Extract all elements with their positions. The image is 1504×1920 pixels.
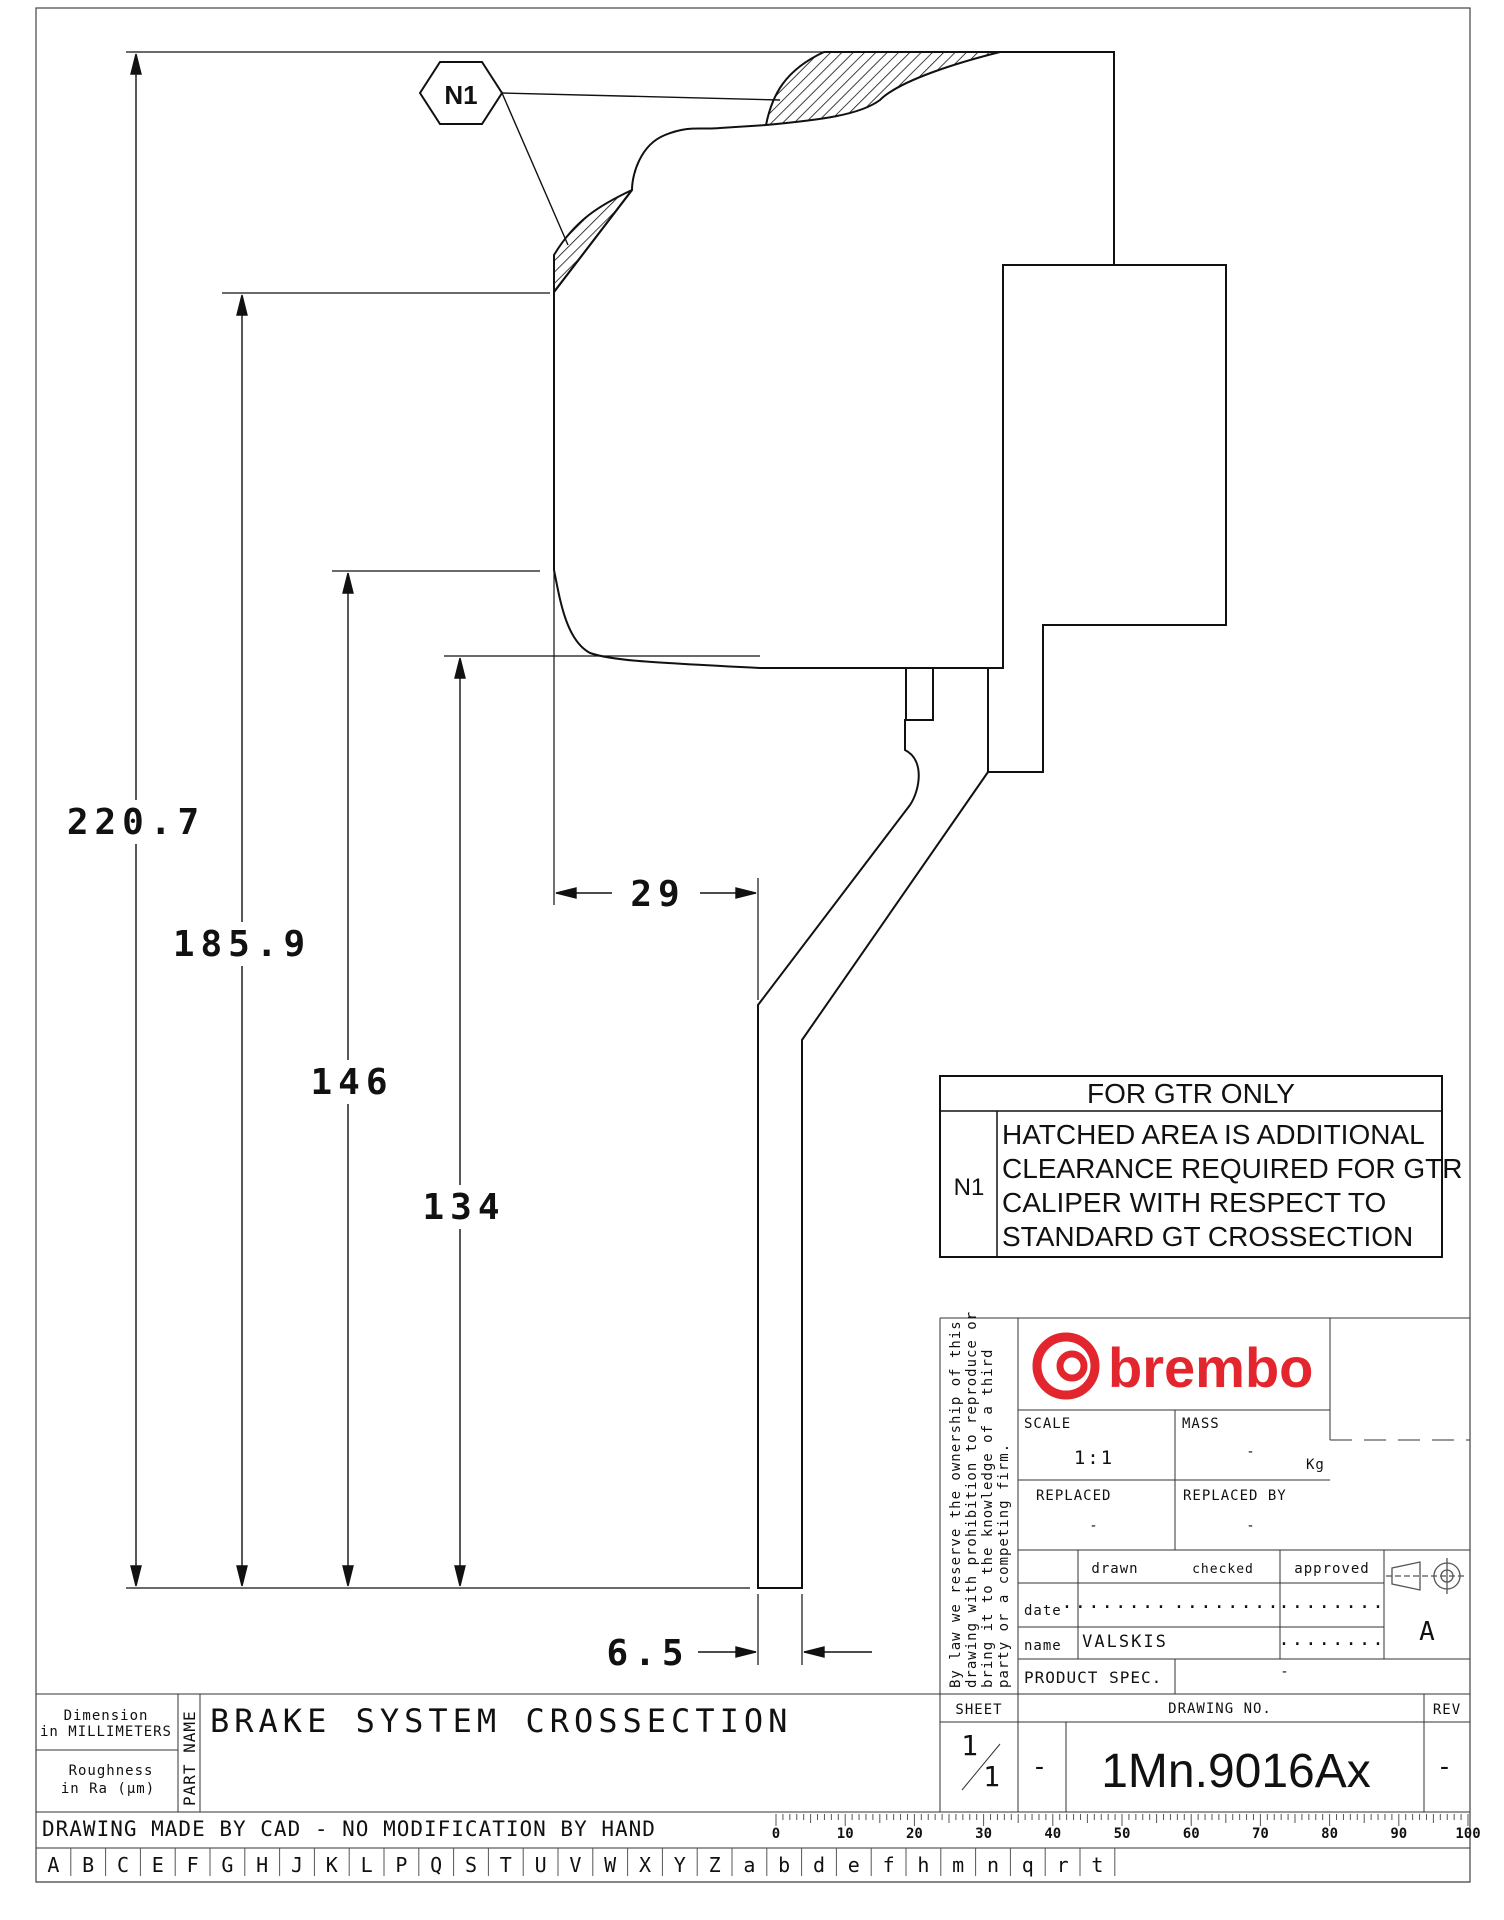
svg-text:bring it to the knowledge of a: bring it to the knowledge of a third — [980, 1348, 996, 1688]
zone-letter: Q — [430, 1853, 443, 1877]
scale-bar-label: 50 — [1113, 1826, 1131, 1842]
scale-bar-label: 60 — [1182, 1826, 1200, 1842]
roughness-unit: in Ra (µm) — [60, 1781, 156, 1797]
drawing-no-label: DRAWING NO. — [1168, 1701, 1272, 1717]
zone-letter: n — [986, 1853, 1000, 1877]
scale-bar-label: 20 — [905, 1826, 923, 1842]
replaced-value: - — [1089, 1518, 1099, 1534]
zone-letter: H — [256, 1853, 269, 1877]
scale-label: SCALE — [1024, 1416, 1072, 1432]
zone-letter: X — [638, 1853, 652, 1877]
checked-label: checked — [1192, 1562, 1254, 1577]
scale-bar-label: 90 — [1390, 1826, 1408, 1842]
cad-notice: DRAWING MADE BY CAD - NO MODIFICATION BY HAND — [42, 1817, 656, 1841]
mass-label: MASS — [1182, 1416, 1220, 1432]
zone-letter: K — [325, 1853, 338, 1877]
size-letter: A — [1419, 1617, 1437, 1647]
dimension-unit: in MILLIMETERS — [39, 1724, 173, 1740]
legal-notice — [948, 1311, 1012, 1688]
zone-letter: a — [743, 1853, 756, 1877]
dim-146: 146 — [310, 1062, 394, 1103]
scale-bar-label: 0 — [771, 1826, 781, 1842]
rev-value: - — [1436, 1752, 1458, 1782]
scale-bar-label: 70 — [1251, 1826, 1269, 1842]
zone-letter: L — [360, 1853, 373, 1877]
zone-letter: Z — [708, 1853, 721, 1877]
zone-letters — [47, 1848, 1114, 1877]
zone-letter: B — [82, 1853, 95, 1877]
part-name-label: PART NAME — [180, 1710, 199, 1806]
brembo-logo — [1037, 1336, 1313, 1399]
zone-letter: W — [604, 1853, 617, 1877]
zone-letter: t — [1091, 1853, 1104, 1877]
sheet-label: SHEET — [955, 1702, 1003, 1718]
checked-date-dots: ........ — [1173, 1591, 1281, 1613]
caliper-body-outline — [554, 125, 1226, 772]
zone-letter: q — [1021, 1853, 1034, 1877]
scale-value: 1:1 — [1073, 1447, 1115, 1469]
scale-bar-label: 10 — [836, 1826, 854, 1842]
zone-letter: r — [1056, 1853, 1069, 1877]
note-table — [940, 1076, 1463, 1257]
note-key: N1 — [953, 1174, 985, 1201]
part-name: BRAKE SYSTEM CROSSECTION — [210, 1702, 793, 1740]
zone-letter: P — [395, 1853, 408, 1877]
zone-letter: J — [290, 1853, 304, 1877]
approved-name-dots: ........ — [1278, 1628, 1386, 1650]
drawn-label: drawn — [1091, 1561, 1139, 1577]
dim-220-7: 220.7 — [66, 802, 206, 843]
extension-lines — [126, 52, 824, 1665]
zone-letter: d — [812, 1853, 826, 1877]
hatched-area-top — [766, 52, 1000, 125]
approved-date-dots: ........ — [1278, 1591, 1386, 1613]
zone-letter: C — [116, 1853, 130, 1877]
dim-6-5: 6.5 — [606, 1633, 690, 1674]
approved-label: approved — [1294, 1561, 1370, 1577]
svg-text:By law we reserve the ownershi: By law we reserve the ownership of this — [948, 1320, 964, 1688]
drawing-number: 1Mn.9016Ax — [1101, 1745, 1371, 1798]
zone-letter: A — [47, 1853, 60, 1877]
zone-letter: S — [464, 1853, 478, 1877]
svg-text:party or a competing firm.: party or a competing firm. — [996, 1442, 1012, 1688]
replaced-label: REPLACED — [1036, 1488, 1112, 1504]
zone-letter: G — [221, 1853, 234, 1877]
zone-letter: T — [499, 1853, 512, 1877]
name-label: name — [1024, 1638, 1062, 1654]
dimension-label: Dimension — [63, 1708, 149, 1724]
date-label: date — [1024, 1603, 1062, 1619]
zone-letter: Y — [673, 1853, 686, 1877]
zone-letter: V — [569, 1853, 582, 1877]
sheet-number: 1 — [961, 1729, 983, 1762]
dim-134: 134 — [422, 1187, 506, 1228]
mass-value: - — [1246, 1444, 1256, 1460]
note-line: STANDARD GT CROSSECTION — [1002, 1221, 1414, 1252]
product-spec-value: - — [1280, 1664, 1290, 1680]
dim-29: 29 — [630, 874, 686, 915]
rev-label: REV — [1432, 1702, 1462, 1718]
n1-callout-label: N1 — [444, 80, 478, 110]
dimension-lines — [131, 54, 872, 1657]
zone-letter: h — [917, 1853, 930, 1877]
scale-bar — [772, 1814, 1481, 1842]
svg-text:drawing with prohibition to re: drawing with prohibition to reproduce or — [964, 1310, 980, 1688]
note-header: FOR GTR ONLY — [1087, 1078, 1295, 1109]
drawn-name: VALSKIS — [1082, 1632, 1168, 1652]
zone-letter: e — [847, 1853, 860, 1877]
drawn-date-dots: ........ — [1061, 1591, 1169, 1613]
scale-bar-label: 80 — [1321, 1826, 1339, 1842]
roughness-label: Roughness — [68, 1763, 154, 1779]
sheet-dash: - — [1031, 1752, 1053, 1782]
mass-unit: Kg — [1306, 1457, 1325, 1473]
scale-bar-label: 30 — [975, 1826, 993, 1842]
zone-letter: m — [952, 1853, 965, 1877]
replaced-by-label: REPLACED BY — [1183, 1488, 1287, 1504]
scale-bar-label: 100 — [1455, 1826, 1481, 1842]
note-line: HATCHED AREA IS ADDITIONAL — [1002, 1119, 1425, 1150]
zone-letter: U — [534, 1853, 547, 1877]
product-spec-label: PRODUCT SPEC. — [1024, 1668, 1163, 1687]
note-line: CLEARANCE REQUIRED FOR GTR — [1002, 1153, 1463, 1184]
scale-bar-label: 40 — [1044, 1826, 1062, 1842]
projection-symbol-icon — [1386, 1558, 1466, 1594]
zone-letter: F — [186, 1853, 199, 1877]
zone-letter: f — [882, 1853, 895, 1877]
replaced-by-value: - — [1246, 1518, 1256, 1534]
zone-letter: b — [778, 1853, 791, 1877]
note-line: CALIPER WITH RESPECT TO — [1002, 1187, 1387, 1218]
zone-letter: E — [151, 1853, 164, 1877]
svg-text:brembo: brembo — [1108, 1336, 1314, 1399]
sheet-total: 1 — [983, 1760, 1005, 1793]
dim-185-9: 185.9 — [172, 924, 312, 965]
